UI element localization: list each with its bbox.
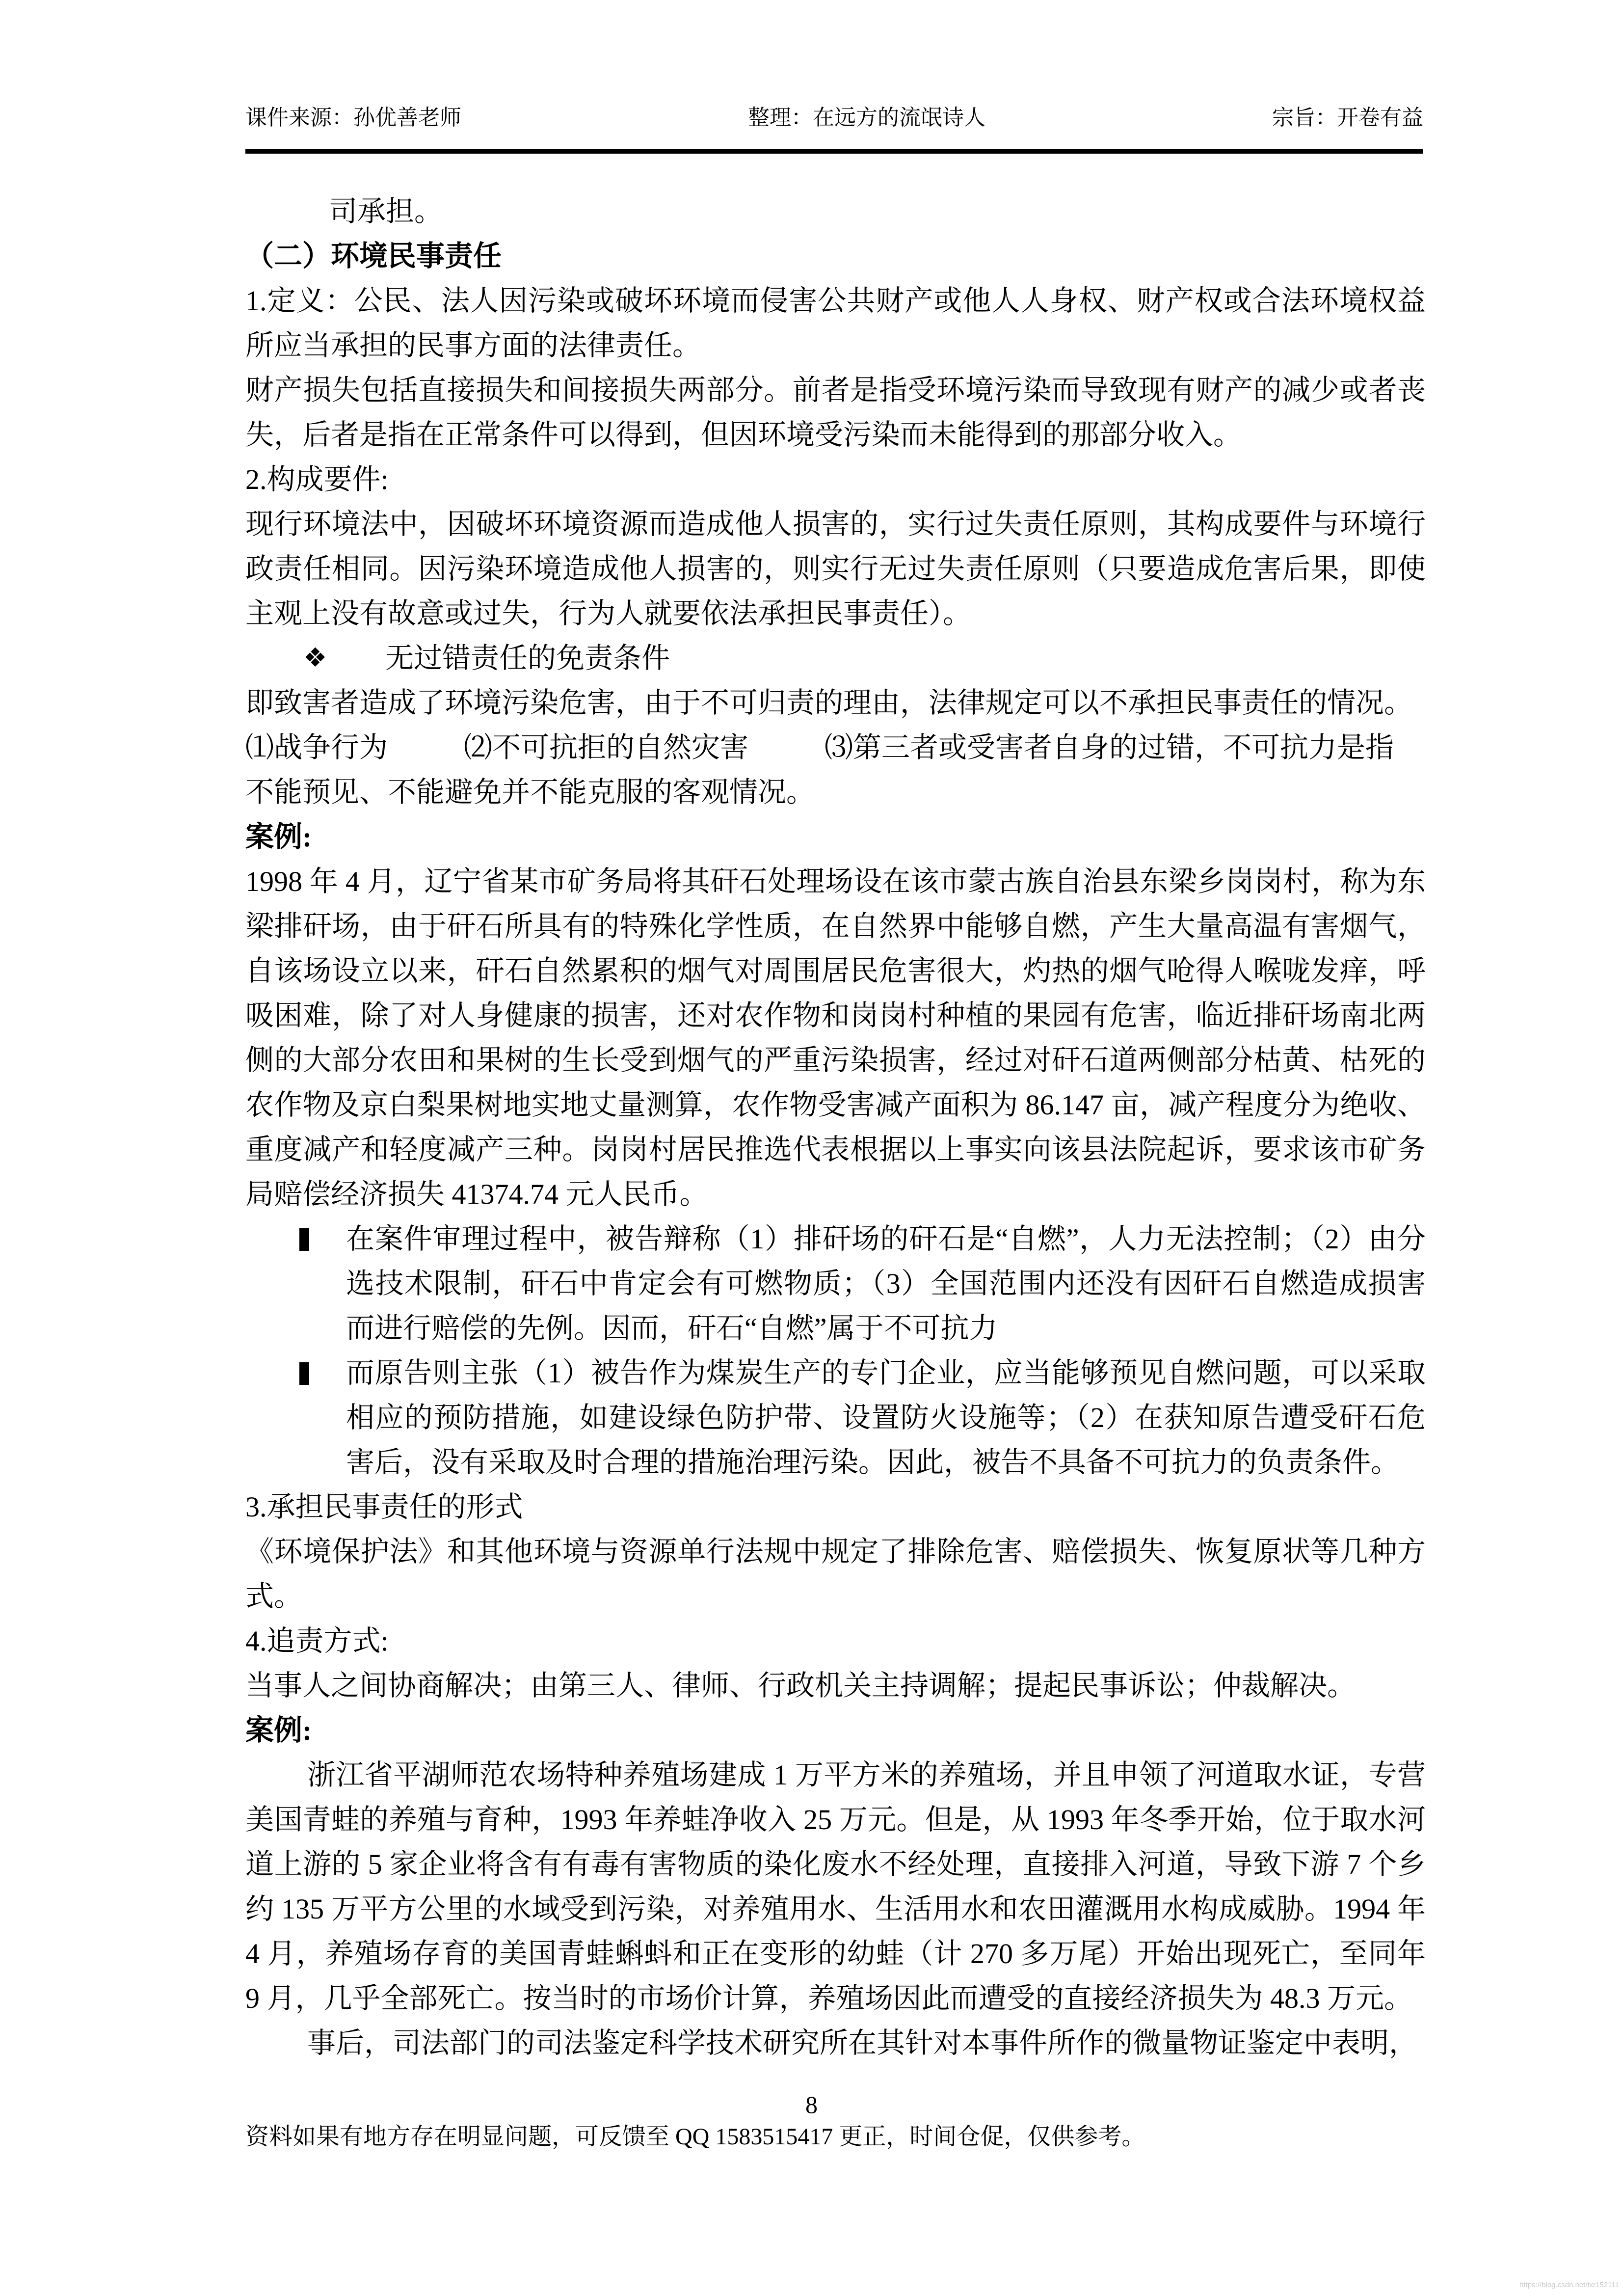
numbered-inline-list: [245, 725, 1426, 770]
paragraph: 当事人之间协商解决；由第三人、律师、行政机关主持调解；提起民事诉讼；仲裁解决。: [245, 1670, 1356, 1702]
case-paragraph: 事后，司法部门的司法鉴定科学技术研究所在其针对本事件所作的微量物证鉴定中表明，: [307, 2027, 1418, 2059]
square-bullet-icon: [299, 1362, 309, 1385]
paragraph: 即致害者造成了环境污染危害，由于不可归责的理由，法律规定可以不承担民事责任的情况。: [245, 687, 1413, 719]
document-body: [245, 189, 1426, 2065]
paragraph: 1.定义：公民、法人因污染或破坏环境而侵害公共财产或他人人身权、财产权或合法环境权益所应当承担的民事方面的法律责任。: [245, 285, 1426, 361]
inline-list-item: ⑴战争行为: [245, 731, 388, 763]
continuation-line: 司承担。: [329, 195, 443, 227]
bullet-text: 而原告则主张（1）被告作为煤炭生产的专门企业，应当能够预见自燃问题，可以采取相应的预防措施，如建设绿色防护带、设置防火设施等；（2）在获知原告遭受矸石危害后，没有采取及时合理的措施治理污染。因此，被告不具备不可抗力的负责条件。: [346, 1357, 1426, 1478]
paragraph: 现行环境法中，因破坏环境资源而造成他人损害的，实行过失责任原则，其构成要件与环境行政责任相同。因污染环境造成他人损害的，则实行无过失责任原则（只要造成危害后果，即使主观上没有故意或过失，行为人就要依法承担民事责任）。: [245, 508, 1426, 629]
paragraph: 不能预见、不能避免并不能克服的客观情况。: [245, 776, 815, 808]
diamond-bullet-item: [245, 636, 1426, 680]
page-header: [245, 104, 1423, 132]
bullet-text: 无过错责任的免责条件: [385, 642, 670, 674]
watermark-url: https://blog.csdn.net/txr152111: [1519, 2281, 1619, 2289]
header-motto: 宗旨：开卷有益: [1272, 106, 1423, 130]
case-paragraph: 浙江省平湖师范农场特种养殖场建成 1 万平方米的养殖场，并且申领了河道取水证，专营美国青蛙的养殖与育种，1993 年养蛙净收入 25 万元。但是，从 1993 年冬季开始，位于取水河道上游的 5 家企业将含有有毒有害物质的染化废水不经处理，直接排入河道，导致下游 7 个乡约 135 万平方公里的水域受到污染，对养殖用水、生活用水和农田灌溉用水构成威胁。1994 年 4 月，养殖场存育的美国青蛙蝌蚪和正在变形的幼蛙（计 270 多万尾）开始出现死亡，至同年 9 月，几乎全部死亡。按当时的市场价计算，养殖场因此而遭受的直接经济损失为 48.3 万元。: [245, 1759, 1426, 2014]
page-number: 8: [805, 2091, 818, 2118]
paragraph: 财产损失包括直接损失和间接损失两部分。前者是指受环境污染而导致现有财产的减少或者丧失，后者是指在正常条件可以得到，但因环境受污染而未能得到的那部分收入。: [245, 374, 1426, 451]
header-editor: 整理：在远方的流氓诗人: [748, 106, 985, 130]
paragraph: 《环境保护法》和其他环境与资源单行法规中规定了排除危害、赔偿损失、恢复原状等几种方式。: [245, 1536, 1426, 1612]
paragraph: 4.追责方式:: [245, 1625, 389, 1657]
bullet-text: 在案件审理过程中，被告辩称（1）排矸场的矸石是“自燃”，人力无法控制；（2）由分选技术限制，矸石中肯定会有可燃物质；（3）全国范围内还没有因矸石自燃造成损害而进行赔偿的先例。因而，矸石“自燃”属于不可抗力: [346, 1223, 1426, 1344]
section-heading: 案例:: [245, 1714, 312, 1746]
square-bullet-item: [245, 1351, 1426, 1485]
paragraph: 1998 年 4 月，辽宁省某市矿务局将其矸石处理场设在该市蒙古族自治县东梁乡岗岗村，称为东梁排矸场，由于矸石所具有的特殊化学性质，在自然界中能够自燃，产生大量高温有害烟气，自该场设立以来，矸石自然累积的烟气对周围居民危害很大，灼热的烟气呛得人喉咙发痒，呼吸困难，除了对人身健康的损害，还对农作物和岗岗村种植的果园有危害，临近排矸场南北两侧的大部分农田和果树的生长受到烟气的严重污染损害，经过对矸石道两侧部分枯黄、枯死的农作物及京白梨果树地实地丈量测算，农作物受害减产面积为 86.147 亩，减产程度分为绝收、重度减产和轻度减产三种。岗岗村居民推选代表根据以上事实向该县法院起诉，要求该市矿务局赔偿经济损失 41374.74 元人民币。: [245, 865, 1426, 1210]
square-bullet-icon: [299, 1228, 309, 1251]
square-bullet-item: [245, 1216, 1426, 1351]
section-heading: （二）环境民事责任: [245, 240, 502, 272]
header-rule: [245, 149, 1423, 154]
inline-list-item: ⑵不可抗拒的自然灾害: [464, 731, 749, 763]
inline-list-item: ⑶第三者或受害者自身的过错，不可抗力是指: [825, 731, 1394, 763]
header-source: 课件来源：孙优善老师: [245, 106, 461, 130]
section-heading: 案例:: [245, 821, 312, 853]
diamond-bullet-icon: ❖: [303, 643, 327, 673]
footer-note: 资料如果有地方存在明显问题，可反馈至 QQ 1583515417 更正，时间仓促，仅供参考。: [245, 2124, 1145, 2150]
paragraph: 3.承担民事责任的形式: [245, 1491, 523, 1523]
paragraph: 2.构成要件:: [245, 463, 389, 495]
